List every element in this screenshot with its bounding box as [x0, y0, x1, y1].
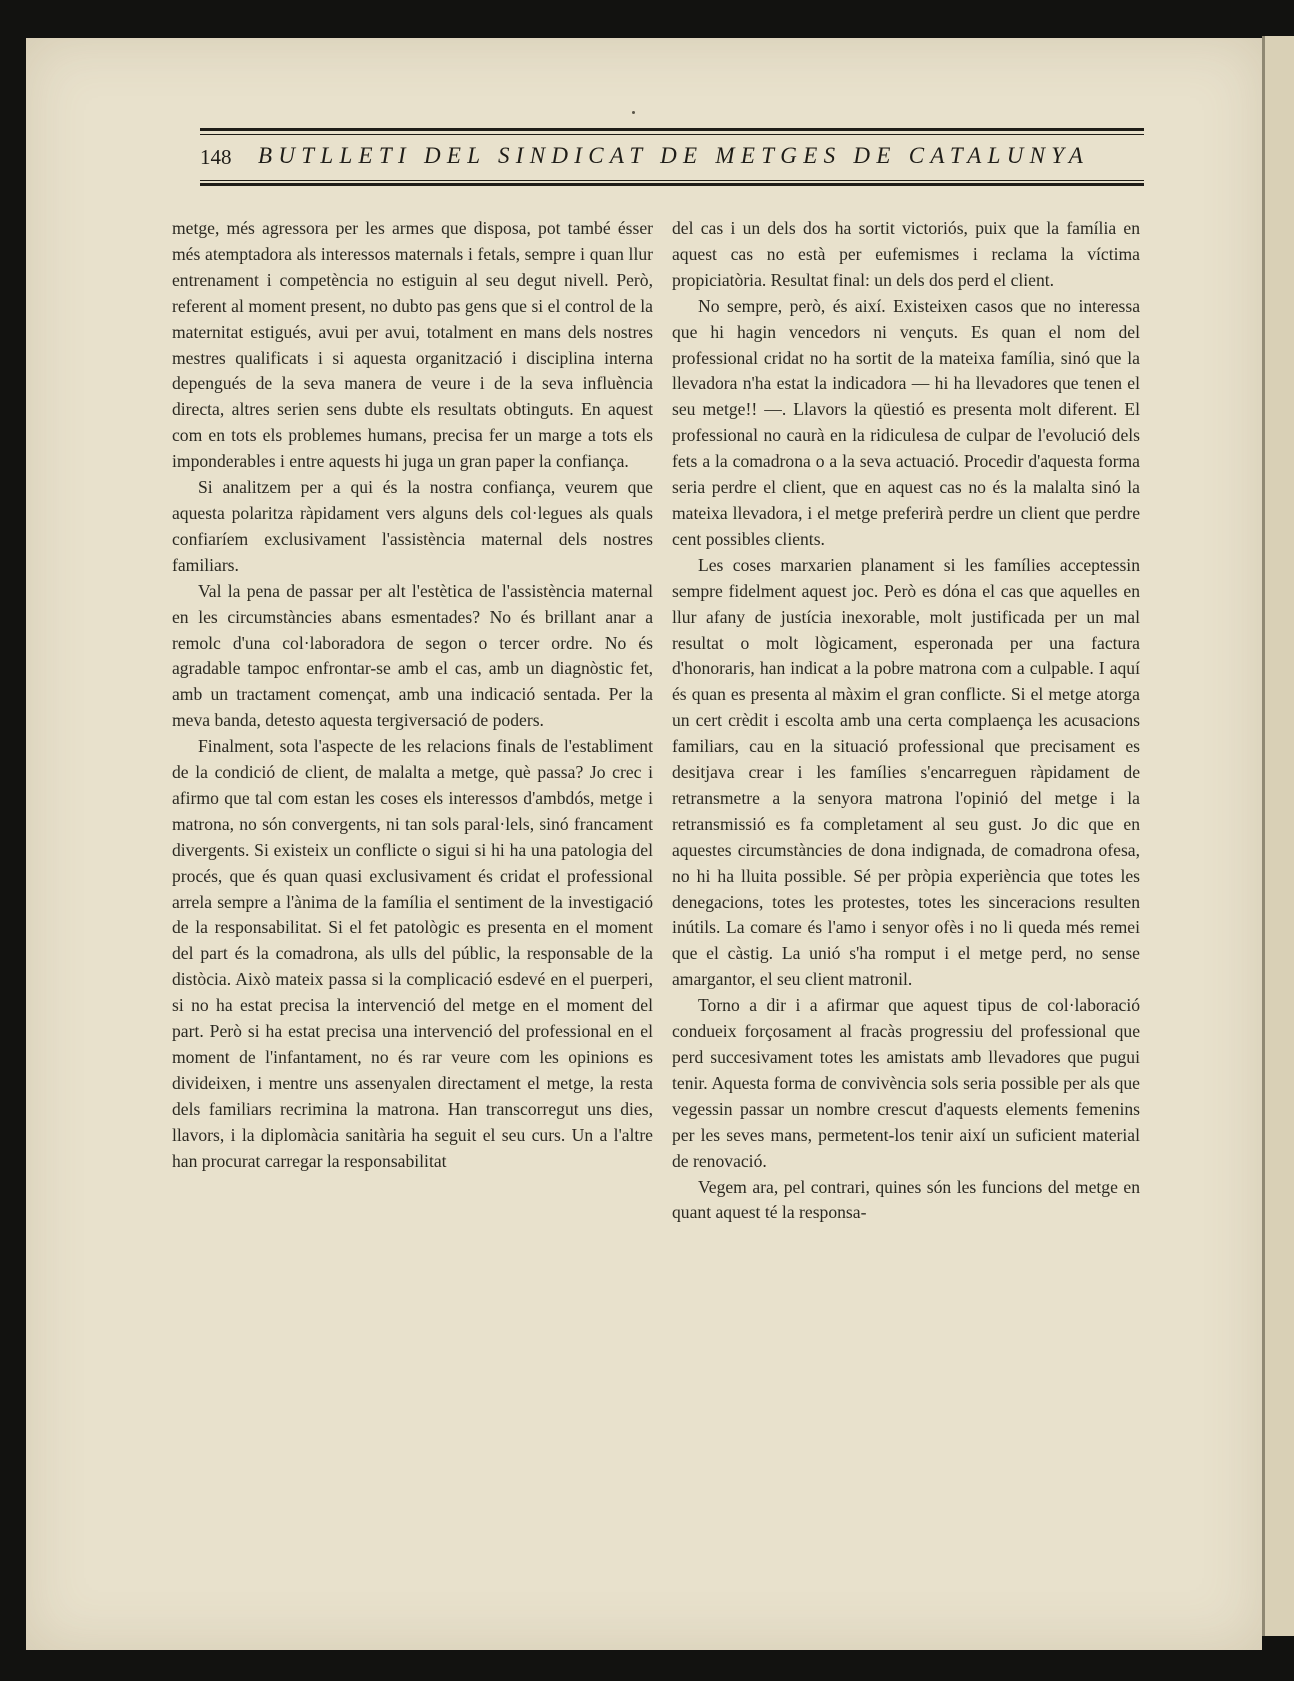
page-number: 148 [200, 145, 232, 169]
header-rule-bottom-thin [200, 180, 1144, 181]
paragraph: Les coses marxarien planament si les famílies acceptessin sempre fidelment aquest joc. Però es dóna el cas que aquelles en llur afany de justícia inexorable, molt justificada per un mal resultat o molt lògicament, esperonada per una factura d'honoraris, han indicat a la pobre matrona com a culpable. I aquí és quan es presenta al màxim el gran conflicte. Si el metge atorga un cert crèdit i escolta amb una certa complaença les acusacions familiars, cau en la situació professional que precisament es desitjava crear i les famílies s'encarreguen ràpidament de retransmetre a la senyora matrona l'opinió del metge i la retransmissió es fa completament al seu gust. Jo dic que en aquestes circumstàncies de dona indignada, de comadrona ofesa, no hi ha lluita possible. Sé per pròpia experiència que totes les denegacions, totes les protestes, totes les sinceracions resulten inútils. La comare és l'amo i senyor ofès i no li queda més remei que el càstig. La unió s'ha romput i el metge perd, no sense amargantor, el seu client matronil. [672, 554, 1140, 990]
header-rule-bottom-thick [200, 183, 1144, 186]
right-text-column [672, 216, 1140, 1226]
paragraph: Vegem ara, pel contrari, quines són les funcions del metge en quant aquest té la responsa- [672, 1176, 1140, 1223]
paragraph: No sempre, però, és així. Existeixen casos que no interessa que hi hagin vencedors ni vençuts. Es quan el nom del professional cridat no ha sortit de la mateixa família, sinó que la llevadora n'ha estat la indicadora — hi ha llevadores que tenen el seu metge!! —. Llavors la qüestió es presenta molt diferent. El professional no caurà en la ridiculesa de culpar de l'evolució dels fets a la comadrona o a la seva actuació. Procedir d'aquesta forma seria perdre el client, que en aquest cas no és la malalta sinó la mateixa llevadora, i el metge preferirà perdre un client que perdre cent possibles clients. [672, 295, 1140, 549]
ink-speck [632, 111, 635, 114]
paragraph: Finalment, sota l'aspecte de les relacions finals de l'establiment de la condició de client, de malalta a metge, què passa? Jo crec i afirmo que tal com estan les coses els interessos d'ambdós, metge i matrona, no són convergents, ni tan sols paral·lels, sinó francament divergents. Si existeix un conflicte o sigui si hi ha una patologia del procés, que és quan quasi exclusivament és cridat el professional arrela sempre a l'ànima de la família el sentiment de la investigació de la responsabilitat. Si el fet patològic es presenta en el moment del part és la comadrona, als ulls del públic, la responsable de la distòcia. Això mateix passa si la complicació esdevé en el puerperi, si no ha estat precisa la intervenció del metge en el moment del part. Però si ha estat precisa una intervenció del professional en el moment de l'infantament, no és rar veure com les opinions es divideixen, i mentre uns assenyalen directament el metge, la resta dels familiars recrimina la matrona. Han transcorregut uns dies, llavors, i la diplomàcia sanitària ha seguit el seu curs. Un a l'altre han procurat carregar la responsabilitat [172, 736, 653, 1171]
header-rule-top-thick [200, 128, 1144, 131]
facing-page-edge [1262, 36, 1294, 1636]
header-rule-top-thin [200, 134, 1144, 135]
running-header [200, 128, 1144, 190]
paragraph: metge, més agressora per les armes que disposa, pot també ésser més atemptadora als interessos maternals i fetals, sempre i quan llur entrenament i competència no estiguin al seu degut nivell. Però, referent al moment present, no dubto pas gens que si el control de la maternitat estigués, avui per avui, totalment en mans dels nostres mestres qualificats i si aquesta organització i disciplina interna depengués de la seva manera de veure i de la seva influència directa, altres serien sens dubte els resultats obtinguts. En aquest com en tots els problemes humans, precisa fer un marge a tots els imponderables i entre aquests hi juga un gran paper la confiança. [172, 218, 653, 472]
paragraph: Si analitzem per a qui és la nostra confiança, veurem que aquesta polaritza ràpidament vers alguns dels col·legues als quals confiaríem exclusivament l'assistència maternal dels nostres familiars. [172, 477, 653, 575]
paragraph: Torno a dir i a afirmar que aquest tipus de col·laboració condueix forçosament al fracàs progressiu del professional que perd succesivament totes les amistats amb llevadores que pugui tenir. Aquesta forma de convivència sols seria possible per als que vegessin passar un nombre crescut d'aquests elements femenins per les seves mans, permetent-los tenir així un suficient material de renovació. [672, 995, 1140, 1171]
left-text-column [172, 216, 653, 1175]
paragraph: del cas i un dels dos ha sortit victoriós, puix que la família en aquest cas no està per eufemismes i reclama la víctima propiciatòria. Resultat final: un dels dos perd el client. [672, 218, 1140, 290]
paragraph: Val la pena de passar per alt l'estètica de l'assistència maternal en les circumstàncies abans esmentades? No és brillant anar a remolc d'una col·laboradora de segon o tercer ordre. No és agradable tampoc enfrontar-se amb el cas, amb un diagnòstic fet, amb un tractament començat, amb una indicació sentada. Per la meva banda, detesto aquesta tergiversació de poders. [172, 580, 653, 731]
journal-title: BUTLLETI DEL SINDICAT DE METGES DE CATALUNYA [258, 143, 1090, 168]
